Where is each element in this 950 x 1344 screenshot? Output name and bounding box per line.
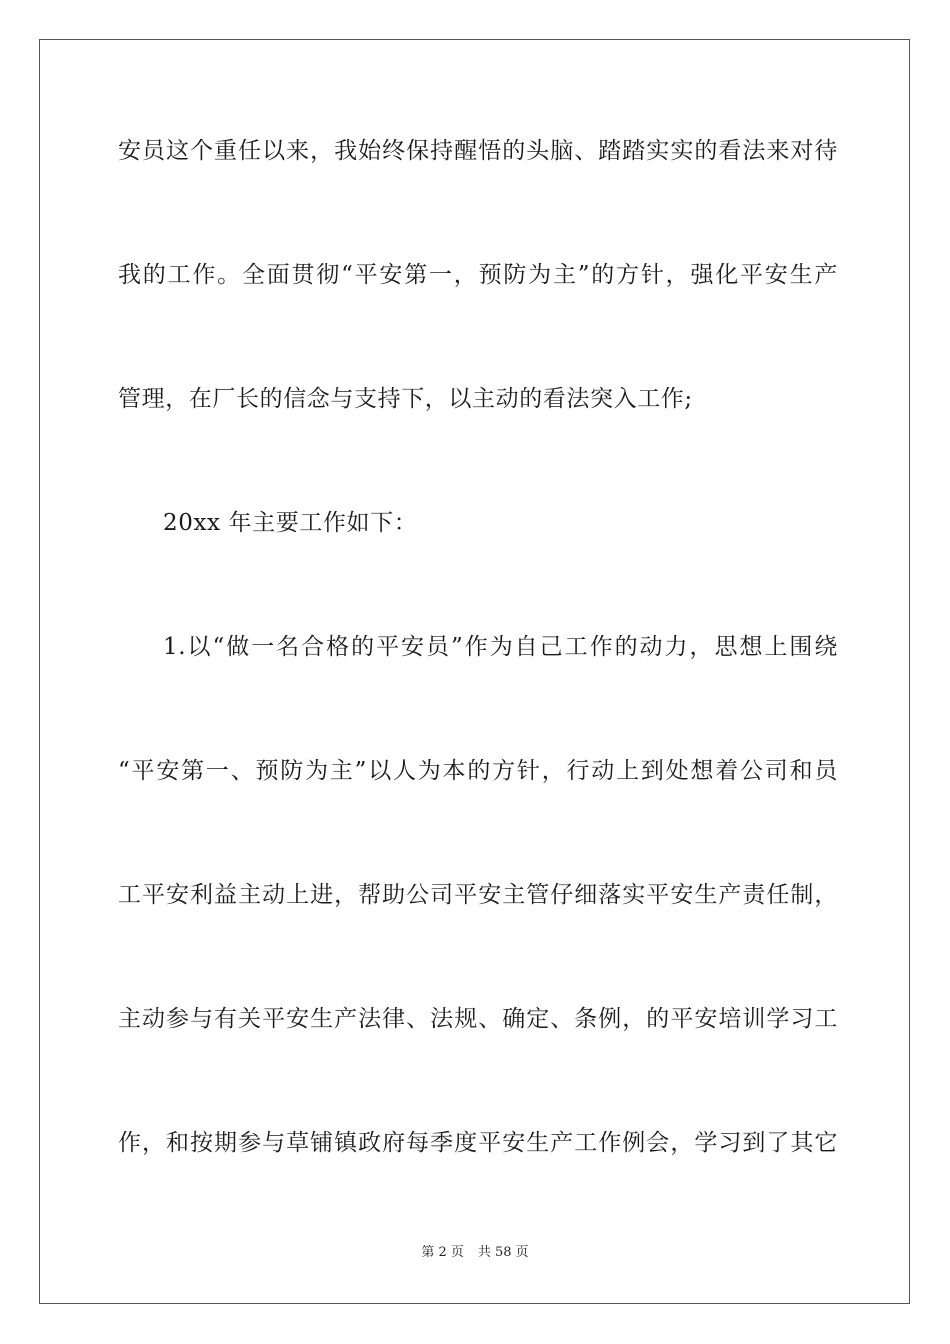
body-line-8: 主动参与有关平安生产法律、法规、确定、条例，的平安培训学习工	[118, 1006, 838, 1032]
total-pages: 共 58 页	[477, 1245, 529, 1260]
page-footer	[0, 1244, 950, 1262]
body-line-2: 我的工作。全面贯彻“平安第一，预防为主”的方针，强化平安生产	[118, 262, 838, 288]
body-line-3: 管理，在厂长的信念与支持下，以主动的看法突入工作;	[118, 386, 693, 412]
body-line-5: 1.以“做一名合格的平安员”作为自己工作的动力，思想上围绕	[163, 634, 838, 660]
body-line-7: 工平安利益主动上进，帮助公司平安主管仔细落实平安生产责任制，	[118, 882, 838, 908]
body-line-4: 20xx 年主要工作如下：	[163, 510, 418, 536]
body-line-6: “平安第一、预防为主”以人为本的方针，行动上到处想着公司和员	[118, 758, 838, 784]
page-number: 第 2 页	[421, 1245, 464, 1260]
body-line-1: 安员这个重任以来，我始终保持醒悟的头脑、踏踏实实的看法来对待	[118, 138, 838, 164]
body-line-9: 作，和按期参与草铺镇政府每季度平安生产工作例会，学习到了其它	[118, 1130, 838, 1156]
page-border	[39, 39, 910, 1304]
